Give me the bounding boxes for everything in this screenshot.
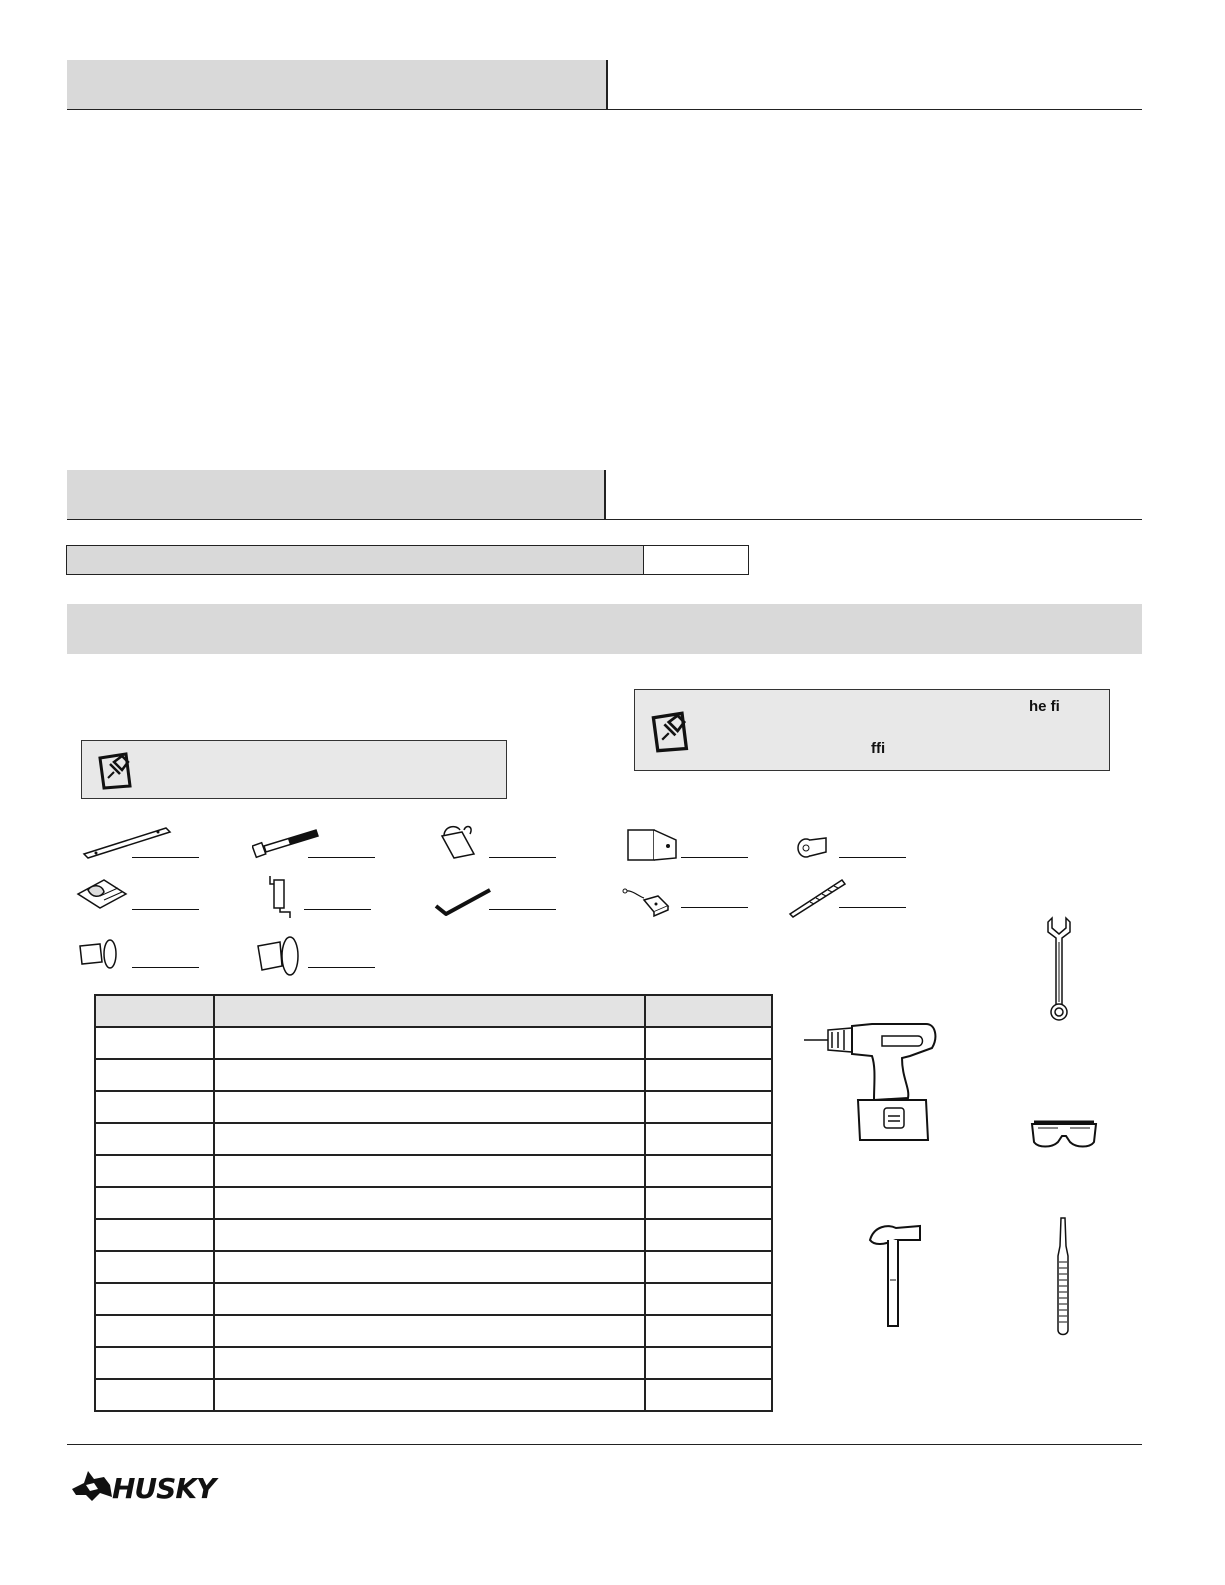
push-rivet-large-icon xyxy=(254,934,306,978)
flat-bar-part-icon xyxy=(82,822,172,862)
table-cell xyxy=(95,1091,214,1123)
section-header-bar-2 xyxy=(67,470,605,519)
table-cell xyxy=(214,1315,645,1347)
table-cell xyxy=(95,1283,214,1315)
section-rule-1 xyxy=(67,109,1142,110)
part-label-line xyxy=(489,909,556,910)
table-row xyxy=(95,1059,772,1091)
table-cell xyxy=(645,1155,772,1187)
table-row xyxy=(95,1027,772,1059)
angle-bracket-part-icon xyxy=(624,826,680,864)
table-cell xyxy=(645,1091,772,1123)
table-cell xyxy=(645,1123,772,1155)
part-label-line xyxy=(132,909,199,910)
part-label-line xyxy=(839,857,906,858)
footer-rule xyxy=(67,1444,1142,1445)
part-label-line xyxy=(839,907,906,908)
section-rule-2 xyxy=(67,519,1142,520)
table-cell xyxy=(214,1219,645,1251)
drill-bit-part-icon xyxy=(786,874,848,918)
table-cell xyxy=(214,1347,645,1379)
button-head-screw-icon xyxy=(796,830,832,860)
hardware-table xyxy=(94,994,773,1412)
table-cell xyxy=(95,1187,214,1219)
table-header-cell xyxy=(214,995,645,1027)
push-rivet-small-icon xyxy=(76,936,126,972)
table-cell xyxy=(214,1251,645,1283)
table-header-cell xyxy=(95,995,214,1027)
info-bar-cell xyxy=(644,546,748,574)
table-cell xyxy=(214,1283,645,1315)
bolt-part-icon xyxy=(252,826,322,860)
section-header-divider-2 xyxy=(604,470,606,519)
table-cell xyxy=(95,1155,214,1187)
table-cell xyxy=(645,1283,772,1315)
husky-logo xyxy=(70,1469,114,1503)
u-bracket-part-icon xyxy=(262,872,298,922)
note-box-right xyxy=(634,689,1110,771)
note-pin-icon xyxy=(649,708,693,756)
hex-key-part-icon xyxy=(432,884,494,918)
info-bar-shaded xyxy=(67,546,644,574)
table-cell xyxy=(95,1219,214,1251)
table-cell xyxy=(214,1059,645,1091)
part-label-line xyxy=(308,967,375,968)
table-cell xyxy=(95,1251,214,1283)
table-row xyxy=(95,1155,772,1187)
combination-wrench-icon xyxy=(1042,914,1076,1024)
table-row xyxy=(95,1091,772,1123)
table-cell xyxy=(645,1315,772,1347)
table-cell xyxy=(645,1219,772,1251)
part-label-line xyxy=(681,857,748,858)
table-row xyxy=(95,1347,772,1379)
table-row xyxy=(95,1315,772,1347)
table-header-cell xyxy=(645,995,772,1027)
table-cell xyxy=(645,1251,772,1283)
claw-hammer-icon xyxy=(862,1220,928,1332)
section-header-divider-1 xyxy=(606,60,608,110)
table-cell xyxy=(214,1027,645,1059)
table-cell xyxy=(645,1027,772,1059)
safety-glasses-icon xyxy=(1030,1116,1098,1152)
table-cell xyxy=(95,1379,214,1411)
note-text-fragment-1: he fi xyxy=(1029,698,1060,715)
table-row xyxy=(95,1251,772,1283)
hardware-section-bar xyxy=(67,604,1142,654)
info-bar xyxy=(66,545,749,575)
table-cell xyxy=(214,1091,645,1123)
note-text-fragment-2: ffi xyxy=(871,740,886,757)
part-label-line xyxy=(489,857,556,858)
table-cell xyxy=(214,1187,645,1219)
table-cell xyxy=(95,1123,214,1155)
husky-brand-text: HUSKY xyxy=(112,1472,216,1505)
table-row xyxy=(95,1123,772,1155)
electronic-module-part-icon xyxy=(620,884,672,920)
nail-set-icon xyxy=(1052,1216,1074,1338)
table-cell xyxy=(95,1315,214,1347)
table-cell xyxy=(95,1027,214,1059)
table-cell xyxy=(645,1187,772,1219)
note-pin-icon xyxy=(96,750,136,792)
part-label-line xyxy=(308,857,375,858)
table-cell xyxy=(214,1379,645,1411)
table-row xyxy=(95,1187,772,1219)
part-label-line xyxy=(304,909,371,910)
cordless-drill-icon xyxy=(802,1018,942,1146)
table-cell xyxy=(95,1347,214,1379)
table-cell xyxy=(95,1059,214,1091)
part-label-line xyxy=(132,857,199,858)
hook-bracket-part-icon xyxy=(436,822,482,862)
table-cell xyxy=(214,1155,645,1187)
table-cell xyxy=(645,1379,772,1411)
section-header-bar-1 xyxy=(67,60,607,110)
part-label-line xyxy=(681,907,748,908)
table-header-row xyxy=(95,995,772,1027)
note-box-left xyxy=(81,740,507,799)
part-label-line xyxy=(132,967,199,968)
cable-clip-part-icon xyxy=(74,876,130,912)
table-row xyxy=(95,1379,772,1411)
table-cell xyxy=(645,1059,772,1091)
table-row xyxy=(95,1283,772,1315)
table-row xyxy=(95,1219,772,1251)
table-cell xyxy=(645,1347,772,1379)
table-cell xyxy=(214,1123,645,1155)
